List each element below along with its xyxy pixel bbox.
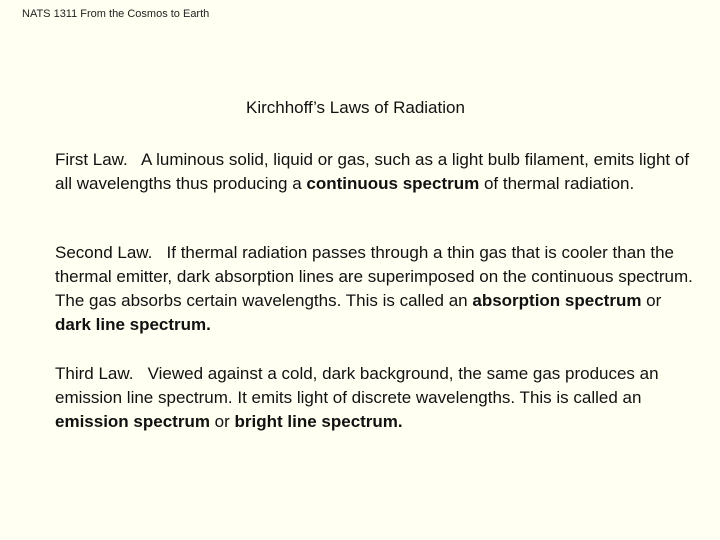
law-term-absorption-spectrum: absorption spectrum — [472, 291, 642, 310]
law-text: Viewed against a cold, dark background, the same gas produces an emission line spectrum. It emits light of discrete wavelengths. This is called an — [55, 364, 659, 407]
law-label: Third Law. — [55, 364, 134, 383]
second-law-paragraph — [55, 241, 695, 337]
law-term-emission-spectrum: emission spectrum — [55, 412, 210, 431]
law-label: First Law. — [55, 150, 128, 169]
law-term-continuous-spectrum: continuous spectrum — [306, 174, 480, 193]
law-text: of thermal radiation. — [479, 174, 635, 193]
law-text: or — [641, 291, 662, 310]
course-header: NATS 1311 From the Cosmos to Earth — [22, 8, 210, 20]
law-term-dark-line-spectrum: dark line spectrum. — [55, 315, 211, 334]
law-label: Second Law. — [55, 243, 153, 262]
slide-title: Kirchhoff’s Laws of Radiation — [246, 98, 465, 117]
law-text: If thermal radiation passes through a thin gas that is cooler than the thermal emitter, dark absorption lines are superimposed on the continuous spectrum. The gas absorbs certain wavelengths. This is called an — [55, 243, 693, 310]
first-law-paragraph — [55, 148, 695, 196]
law-term-bright-line-spectrum: bright line spectrum. — [234, 412, 403, 431]
law-text: A luminous solid, liquid or gas, such as a light bulb filament, emits light of all wavelengths thus producing a — [55, 150, 690, 193]
third-law-paragraph — [55, 362, 695, 434]
law-text: or — [209, 412, 235, 431]
